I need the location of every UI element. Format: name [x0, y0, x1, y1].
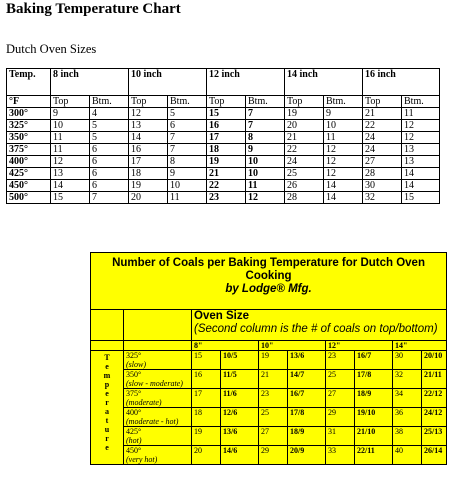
temperature-label-cell — [124, 427, 192, 446]
table-cell: 9 — [51, 108, 90, 120]
vertical-letter: T — [104, 353, 110, 362]
table-row — [7, 132, 440, 144]
table-cell: 14 — [129, 132, 168, 144]
table-cell: 21 — [363, 108, 402, 120]
total-coals-cell: 25 — [326, 370, 355, 389]
table-cell: 27 — [363, 156, 402, 168]
top-bottom-split-cell: 20/9 — [288, 446, 326, 465]
table-cell: 12 — [246, 192, 285, 204]
table-cell: 17 — [207, 132, 246, 144]
total-coals-cell: 23 — [259, 389, 288, 408]
vertical-letter: u — [104, 425, 110, 434]
temperature-value: 450° — [126, 446, 142, 455]
temp-cell: 400° — [7, 156, 51, 168]
column-subheader: Top — [207, 96, 246, 108]
vertical-letter: p — [104, 380, 110, 389]
coals-row — [91, 370, 447, 389]
coals-row — [91, 351, 447, 370]
column-subheader: Top — [363, 96, 402, 108]
table-cell: 13 — [402, 144, 440, 156]
table-cell: 14 — [402, 168, 440, 180]
table-cell: 14 — [324, 192, 363, 204]
total-coals-cell: 29 — [326, 408, 355, 427]
temperature-label-cell — [124, 351, 192, 370]
table-cell: 32 — [363, 192, 402, 204]
column-header: 12 inch — [207, 69, 285, 96]
table-cell: 12 — [129, 108, 168, 120]
table-cell: 18 — [207, 144, 246, 156]
column-subheader: Btm. — [168, 96, 207, 108]
table-header-row — [7, 69, 440, 96]
table-cell: 17 — [129, 156, 168, 168]
table-cell: 9 — [168, 168, 207, 180]
table-cell: 10 — [246, 156, 285, 168]
table-cell: 28 — [285, 192, 324, 204]
size-header: 8" — [192, 341, 259, 351]
table-cell: 12 — [324, 156, 363, 168]
total-coals-cell: 30 — [393, 351, 422, 370]
table-cell: 13 — [402, 156, 440, 168]
temperature-condition: (moderate - hot) — [126, 417, 179, 426]
temperature-value: 400° — [126, 408, 142, 417]
temperature-value: 375° — [126, 389, 142, 398]
page-subtitle: Dutch Oven Sizes — [6, 42, 97, 56]
top-bottom-split-cell: 21/11 — [422, 370, 447, 389]
table-cell: 4 — [90, 108, 129, 120]
top-bottom-split-cell: 11/5 — [221, 370, 259, 389]
table-cell: 10 — [168, 180, 207, 192]
table-cell: 5 — [90, 120, 129, 132]
table-cell: 15 — [402, 192, 440, 204]
size-header: 10" — [259, 341, 326, 351]
column-subheader: Btm. — [246, 96, 285, 108]
table-cell: 19 — [285, 108, 324, 120]
table-cell: 8 — [168, 156, 207, 168]
table-cell: 11 — [246, 180, 285, 192]
coals-row — [91, 389, 447, 408]
top-bottom-split-cell: 21/10 — [355, 427, 393, 446]
temp-cell: 450° — [7, 180, 51, 192]
table-cell: 18 — [129, 168, 168, 180]
table-cell: 7 — [168, 144, 207, 156]
oven-size-header-cell — [192, 310, 447, 341]
table-cell: 26 — [285, 180, 324, 192]
total-coals-cell: 25 — [259, 408, 288, 427]
coals-row — [91, 446, 447, 465]
table-cell: 7 — [90, 192, 129, 204]
total-coals-cell: 40 — [393, 446, 422, 465]
table-cell: 25 — [285, 168, 324, 180]
total-coals-cell: 33 — [326, 446, 355, 465]
top-bottom-split-cell: 17/8 — [355, 370, 393, 389]
table-row — [7, 108, 440, 120]
table-cell: 22 — [207, 180, 246, 192]
table-cell: 24 — [285, 156, 324, 168]
table-cell: 13 — [51, 168, 90, 180]
total-coals-cell: 32 — [393, 370, 422, 389]
table-cell: 15 — [207, 108, 246, 120]
table-cell: 14 — [51, 180, 90, 192]
temperature-label-cell — [124, 370, 192, 389]
top-bottom-split-cell: 12/6 — [221, 408, 259, 427]
table-cell: 14 — [402, 180, 440, 192]
temp-cell: 325° — [7, 120, 51, 132]
temperature-condition: (slow) — [126, 360, 146, 369]
total-coals-cell: 27 — [326, 389, 355, 408]
table-cell: 6 — [90, 180, 129, 192]
table-cell: 16 — [129, 144, 168, 156]
total-coals-cell: 23 — [326, 351, 355, 370]
column-subheader: Btm. — [324, 96, 363, 108]
top-bottom-split-cell: 20/10 — [422, 351, 447, 370]
temperature-condition: (moderate) — [126, 398, 162, 407]
table-cell: 22 — [285, 144, 324, 156]
column-subheader: °F — [7, 96, 51, 108]
table-cell: 7 — [168, 132, 207, 144]
top-bottom-split-cell: 14/6 — [221, 446, 259, 465]
temp-cell: 350° — [7, 132, 51, 144]
table-cell: 6 — [90, 156, 129, 168]
table-cell: 9 — [246, 144, 285, 156]
page-title: Baking Temperature Chart — [6, 1, 181, 17]
table-cell: 6 — [168, 120, 207, 132]
temp-cell: 500° — [7, 192, 51, 204]
table-cell: 11 — [402, 108, 440, 120]
table-cell: 12 — [402, 132, 440, 144]
column-header: 14 inch — [285, 69, 363, 96]
table-row — [7, 180, 440, 192]
vertical-letter: r — [105, 434, 109, 443]
table-cell: 10 — [324, 120, 363, 132]
table-row — [7, 156, 440, 168]
top-bottom-split-cell: 13/6 — [221, 427, 259, 446]
column-header: 16 inch — [363, 69, 440, 96]
total-coals-cell: 15 — [192, 351, 221, 370]
total-coals-cell: 17 — [192, 389, 221, 408]
top-bottom-split-cell: 18/9 — [355, 389, 393, 408]
temperature-value: 350° — [126, 370, 142, 379]
column-subheader: Btm. — [402, 96, 440, 108]
table-row — [7, 120, 440, 132]
temperature-value: 425° — [126, 427, 142, 436]
table-row — [7, 168, 440, 180]
baking-temperature-table — [6, 68, 440, 204]
top-bottom-split-cell: 22/12 — [422, 389, 447, 408]
table-cell: 11 — [324, 132, 363, 144]
coals-row — [91, 408, 447, 427]
table-row — [7, 192, 440, 204]
oven-size-note: (Second column is the # of coals on top/bottom) — [194, 323, 438, 335]
vertical-letter: m — [103, 371, 111, 380]
total-coals-cell: 27 — [259, 427, 288, 446]
table-cell: 6 — [90, 168, 129, 180]
top-bottom-split-cell: 14/7 — [288, 370, 326, 389]
temperature-label-cell — [124, 408, 192, 427]
total-coals-cell: 34 — [393, 389, 422, 408]
table-cell: 12 — [51, 156, 90, 168]
top-bottom-split-cell: 13/6 — [288, 351, 326, 370]
lodge-coals-table — [90, 252, 447, 465]
temperature-label-cell — [124, 446, 192, 465]
table-cell: 12 — [324, 168, 363, 180]
top-bottom-split-cell: 19/10 — [355, 408, 393, 427]
table-cell: 13 — [129, 120, 168, 132]
total-coals-cell: 21 — [259, 370, 288, 389]
coals-table-title-cell — [91, 253, 447, 310]
total-coals-cell: 16 — [192, 370, 221, 389]
table-cell: 10 — [246, 168, 285, 180]
top-bottom-split-cell: 18/9 — [288, 427, 326, 446]
top-bottom-split-cell: 16/7 — [355, 351, 393, 370]
top-bottom-split-cell: 26/14 — [422, 446, 447, 465]
vertical-letter: e — [105, 443, 109, 452]
table-cell: 6 — [90, 144, 129, 156]
temperature-label-cell — [124, 389, 192, 408]
column-subheader: Top — [285, 96, 324, 108]
total-coals-cell: 19 — [192, 427, 221, 446]
table-cell: 30 — [363, 180, 402, 192]
blank-cell — [91, 341, 124, 351]
vertical-letter: e — [105, 362, 109, 371]
blank-cell — [91, 310, 124, 341]
table-cell: 16 — [207, 120, 246, 132]
top-bottom-split-cell: 24/12 — [422, 408, 447, 427]
table-cell: 24 — [363, 144, 402, 156]
table-cell: 5 — [90, 132, 129, 144]
column-subheader: Top — [51, 96, 90, 108]
table-cell: 21 — [285, 132, 324, 144]
table-cell: 28 — [363, 168, 402, 180]
table-cell: 20 — [129, 192, 168, 204]
table-cell: 15 — [51, 192, 90, 204]
table-row — [7, 144, 440, 156]
vertical-letter: a — [105, 407, 109, 416]
table-cell: 20 — [285, 120, 324, 132]
temp-cell: 425° — [7, 168, 51, 180]
total-coals-cell: 19 — [259, 351, 288, 370]
top-bottom-split-cell: 10/5 — [221, 351, 259, 370]
table-cell: 24 — [363, 132, 402, 144]
table-cell: 12 — [324, 144, 363, 156]
table-cell: 11 — [168, 192, 207, 204]
temp-cell: 375° — [7, 144, 51, 156]
size-header: 14" — [393, 341, 447, 351]
table-subheader-row — [7, 96, 440, 108]
table-cell: 19 — [207, 156, 246, 168]
size-header-row — [91, 341, 447, 351]
temp-cell: 300° — [7, 108, 51, 120]
top-bottom-split-cell: 16/7 — [288, 389, 326, 408]
table-cell: 11 — [51, 144, 90, 156]
blank-cell — [124, 341, 192, 351]
total-coals-cell: 38 — [393, 427, 422, 446]
table-cell: 9 — [324, 108, 363, 120]
temperature-vertical-label — [91, 351, 124, 465]
table-cell: 11 — [51, 132, 90, 144]
table-cell: 8 — [246, 132, 285, 144]
vertical-letter: t — [105, 416, 109, 425]
table-cell: 23 — [207, 192, 246, 204]
top-bottom-split-cell: 22/11 — [355, 446, 393, 465]
coals-table-byline: by Lodge® Mfg. — [225, 283, 312, 295]
vertical-letter: e — [105, 389, 109, 398]
top-bottom-split-cell: 25/13 — [422, 427, 447, 446]
table-cell: 19 — [129, 180, 168, 192]
column-header: Temp. — [7, 69, 51, 96]
temperature-condition: (slow - moderate) — [126, 379, 183, 388]
table-cell: 5 — [168, 108, 207, 120]
vertical-letter: r — [105, 398, 109, 407]
temperature-condition: (hot) — [126, 436, 142, 445]
table-cell: 10 — [51, 120, 90, 132]
column-header: 8 inch — [51, 69, 129, 96]
column-subheader: Btm. — [90, 96, 129, 108]
top-bottom-split-cell: 17/8 — [288, 408, 326, 427]
table-cell: 12 — [402, 120, 440, 132]
column-header: 10 inch — [129, 69, 207, 96]
column-subheader: Top — [129, 96, 168, 108]
table-cell: 7 — [246, 120, 285, 132]
temperature-condition: (very hot) — [126, 455, 158, 464]
temperature-value: 325° — [126, 351, 142, 360]
total-coals-cell: 18 — [192, 408, 221, 427]
table-cell: 22 — [363, 120, 402, 132]
size-header: 12" — [326, 341, 393, 351]
table-cell: 21 — [207, 168, 246, 180]
table-cell: 14 — [324, 180, 363, 192]
table-cell: 7 — [246, 108, 285, 120]
total-coals-cell: 29 — [259, 446, 288, 465]
blank-cell — [124, 310, 192, 341]
top-bottom-split-cell: 11/6 — [221, 389, 259, 408]
coals-row — [91, 427, 447, 446]
total-coals-cell: 31 — [326, 427, 355, 446]
oven-size-header: Oven Size — [194, 310, 249, 322]
coals-table-title: Number of Coals per Baking Temperature for Dutch Oven Cooking — [112, 257, 425, 282]
total-coals-cell: 36 — [393, 408, 422, 427]
total-coals-cell: 20 — [192, 446, 221, 465]
